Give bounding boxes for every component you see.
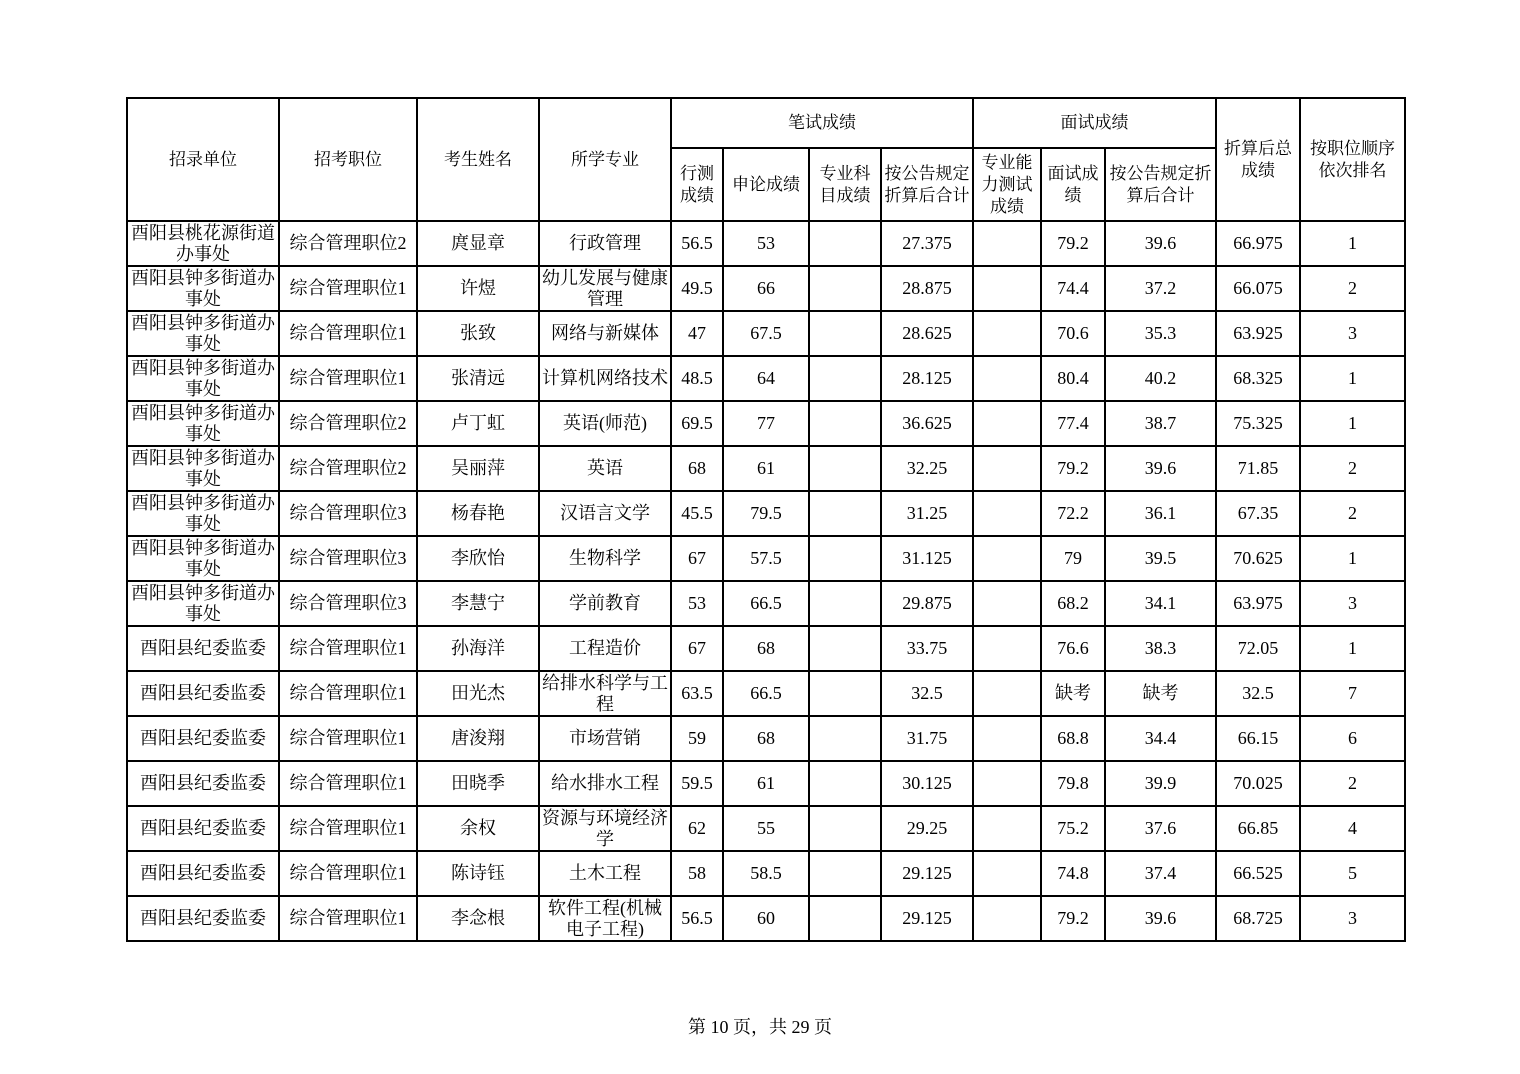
cell-total: 63.925 xyxy=(1216,311,1300,356)
cell-name: 唐浚翔 xyxy=(417,716,539,761)
cell-total: 68.325 xyxy=(1216,356,1300,401)
cell-shenlun: 61 xyxy=(723,761,809,806)
cell-major: 汉语言文学 xyxy=(539,491,671,536)
cell-name: 李念根 xyxy=(417,896,539,941)
cell-rank: 1 xyxy=(1300,626,1405,671)
cell-xingce: 59.5 xyxy=(671,761,723,806)
cell-zhuanye xyxy=(809,896,881,941)
header-interview-converted: 按公告规定折算后合计 xyxy=(1105,148,1216,221)
cell-interview: 74.8 xyxy=(1041,851,1105,896)
cell-xingce: 48.5 xyxy=(671,356,723,401)
cell-shenlun: 79.5 xyxy=(723,491,809,536)
cell-ability xyxy=(973,806,1041,851)
cell-interview: 缺考 xyxy=(1041,671,1105,716)
cell-xingce: 47 xyxy=(671,311,723,356)
cell-total: 75.325 xyxy=(1216,401,1300,446)
header-unit: 招录单位 xyxy=(127,98,279,221)
cell-ability xyxy=(973,851,1041,896)
cell-name: 孙海洋 xyxy=(417,626,539,671)
cell-interview: 68.8 xyxy=(1041,716,1105,761)
cell-shenlun: 55 xyxy=(723,806,809,851)
table-row xyxy=(127,356,1405,401)
cell-major: 生物科学 xyxy=(539,536,671,581)
cell-interview-conv: 37.6 xyxy=(1105,806,1216,851)
cell-major: 幼儿发展与健康管理 xyxy=(539,266,671,311)
cell-rank: 3 xyxy=(1300,896,1405,941)
cell-interview: 80.4 xyxy=(1041,356,1105,401)
cell-xingce: 59 xyxy=(671,716,723,761)
table-row xyxy=(127,311,1405,356)
cell-zhuanye xyxy=(809,851,881,896)
table-row xyxy=(127,716,1405,761)
cell-shenlun: 57.5 xyxy=(723,536,809,581)
cell-interview: 68.2 xyxy=(1041,581,1105,626)
cell-major: 市场营销 xyxy=(539,716,671,761)
cell-position: 综合管理职位1 xyxy=(279,761,417,806)
table-row xyxy=(127,536,1405,581)
cell-name: 陈诗钰 xyxy=(417,851,539,896)
cell-position: 综合管理职位3 xyxy=(279,536,417,581)
cell-written: 31.125 xyxy=(881,536,973,581)
cell-unit: 酉阳县纪委监委 xyxy=(127,851,279,896)
cell-name: 田晓季 xyxy=(417,761,539,806)
table-row xyxy=(127,581,1405,626)
cell-unit: 酉阳县钟多街道办事处 xyxy=(127,446,279,491)
cell-written: 29.875 xyxy=(881,581,973,626)
cell-rank: 2 xyxy=(1300,266,1405,311)
table-row xyxy=(127,626,1405,671)
cell-unit: 酉阳县钟多街道办事处 xyxy=(127,356,279,401)
cell-position: 综合管理职位1 xyxy=(279,311,417,356)
cell-position: 综合管理职位3 xyxy=(279,581,417,626)
cell-written: 27.375 xyxy=(881,221,973,266)
cell-position: 综合管理职位2 xyxy=(279,446,417,491)
cell-interview: 77.4 xyxy=(1041,401,1105,446)
table-row xyxy=(127,851,1405,896)
header-xingce: 行测成绩 xyxy=(671,148,723,221)
cell-total: 66.85 xyxy=(1216,806,1300,851)
cell-position: 综合管理职位1 xyxy=(279,671,417,716)
cell-major: 计算机网络技术 xyxy=(539,356,671,401)
cell-interview-conv: 35.3 xyxy=(1105,311,1216,356)
cell-written: 30.125 xyxy=(881,761,973,806)
cell-position: 综合管理职位3 xyxy=(279,491,417,536)
cell-position: 综合管理职位1 xyxy=(279,266,417,311)
cell-position: 综合管理职位2 xyxy=(279,221,417,266)
header-interview: 面试成绩 xyxy=(1041,148,1105,221)
cell-written: 32.5 xyxy=(881,671,973,716)
cell-major: 软件工程(机械电子工程) xyxy=(539,896,671,941)
cell-zhuanye xyxy=(809,446,881,491)
cell-zhuanye xyxy=(809,806,881,851)
cell-major: 土木工程 xyxy=(539,851,671,896)
cell-position: 综合管理职位2 xyxy=(279,401,417,446)
cell-zhuanye xyxy=(809,761,881,806)
table-row xyxy=(127,221,1405,266)
cell-zhuanye xyxy=(809,266,881,311)
cell-unit: 酉阳县纪委监委 xyxy=(127,626,279,671)
cell-written: 29.25 xyxy=(881,806,973,851)
cell-total: 66.075 xyxy=(1216,266,1300,311)
cell-zhuanye xyxy=(809,221,881,266)
cell-written: 28.875 xyxy=(881,266,973,311)
cell-shenlun: 66.5 xyxy=(723,581,809,626)
cell-interview: 79 xyxy=(1041,536,1105,581)
cell-xingce: 67 xyxy=(671,626,723,671)
cell-total: 66.525 xyxy=(1216,851,1300,896)
cell-xingce: 58 xyxy=(671,851,723,896)
cell-major: 英语(师范) xyxy=(539,401,671,446)
header-rank: 按职位顺序依次排名 xyxy=(1300,98,1405,221)
cell-rank: 1 xyxy=(1300,401,1405,446)
score-table xyxy=(126,97,1406,942)
cell-written: 31.25 xyxy=(881,491,973,536)
cell-zhuanye xyxy=(809,401,881,446)
cell-shenlun: 58.5 xyxy=(723,851,809,896)
header-zhuanye: 专业科目成绩 xyxy=(809,148,881,221)
cell-rank: 1 xyxy=(1300,536,1405,581)
table-row xyxy=(127,761,1405,806)
cell-xingce: 45.5 xyxy=(671,491,723,536)
cell-total: 32.5 xyxy=(1216,671,1300,716)
cell-unit: 酉阳县纪委监委 xyxy=(127,671,279,716)
cell-interview: 70.6 xyxy=(1041,311,1105,356)
cell-written: 32.25 xyxy=(881,446,973,491)
cell-ability xyxy=(973,266,1041,311)
cell-written: 31.75 xyxy=(881,716,973,761)
cell-interview: 79.2 xyxy=(1041,896,1105,941)
cell-position: 综合管理职位1 xyxy=(279,626,417,671)
cell-written: 28.625 xyxy=(881,311,973,356)
cell-interview-conv: 36.1 xyxy=(1105,491,1216,536)
cell-major: 给水排水工程 xyxy=(539,761,671,806)
table-row xyxy=(127,446,1405,491)
cell-unit: 酉阳县纪委监委 xyxy=(127,716,279,761)
cell-name: 许煜 xyxy=(417,266,539,311)
cell-total: 66.15 xyxy=(1216,716,1300,761)
cell-xingce: 49.5 xyxy=(671,266,723,311)
cell-interview-conv: 39.6 xyxy=(1105,896,1216,941)
cell-total: 67.35 xyxy=(1216,491,1300,536)
cell-interview-conv: 39.9 xyxy=(1105,761,1216,806)
header-written-group: 笔试成绩 xyxy=(671,98,973,148)
cell-major: 学前教育 xyxy=(539,581,671,626)
cell-rank: 2 xyxy=(1300,761,1405,806)
header-written-converted: 按公告规定折算后合计 xyxy=(881,148,973,221)
cell-interview-conv: 34.4 xyxy=(1105,716,1216,761)
cell-position: 综合管理职位1 xyxy=(279,851,417,896)
cell-interview-conv: 34.1 xyxy=(1105,581,1216,626)
cell-xingce: 56.5 xyxy=(671,896,723,941)
header-interview-group: 面试成绩 xyxy=(973,98,1216,148)
cell-total: 68.725 xyxy=(1216,896,1300,941)
cell-major: 网络与新媒体 xyxy=(539,311,671,356)
cell-shenlun: 64 xyxy=(723,356,809,401)
cell-zhuanye xyxy=(809,671,881,716)
cell-interview-conv: 39.5 xyxy=(1105,536,1216,581)
cell-unit: 酉阳县钟多街道办事处 xyxy=(127,536,279,581)
table-row xyxy=(127,401,1405,446)
cell-shenlun: 61 xyxy=(723,446,809,491)
cell-interview-conv: 37.4 xyxy=(1105,851,1216,896)
cell-name: 余权 xyxy=(417,806,539,851)
cell-ability xyxy=(973,356,1041,401)
cell-major: 给排水科学与工程 xyxy=(539,671,671,716)
header-ability: 专业能力测试成绩 xyxy=(973,148,1041,221)
cell-written: 33.75 xyxy=(881,626,973,671)
cell-shenlun: 68 xyxy=(723,716,809,761)
cell-interview: 75.2 xyxy=(1041,806,1105,851)
cell-interview-conv: 39.6 xyxy=(1105,446,1216,491)
cell-interview: 79.2 xyxy=(1041,221,1105,266)
cell-rank: 3 xyxy=(1300,311,1405,356)
cell-zhuanye xyxy=(809,626,881,671)
cell-ability xyxy=(973,896,1041,941)
cell-total: 66.975 xyxy=(1216,221,1300,266)
cell-unit: 酉阳县纪委监委 xyxy=(127,896,279,941)
cell-interview-conv: 缺考 xyxy=(1105,671,1216,716)
cell-ability xyxy=(973,716,1041,761)
cell-name: 张致 xyxy=(417,311,539,356)
cell-interview: 79.2 xyxy=(1041,446,1105,491)
table-row xyxy=(127,671,1405,716)
cell-written: 28.125 xyxy=(881,356,973,401)
cell-name: 田光杰 xyxy=(417,671,539,716)
cell-zhuanye xyxy=(809,491,881,536)
cell-name: 庹显章 xyxy=(417,221,539,266)
cell-xingce: 68 xyxy=(671,446,723,491)
cell-zhuanye xyxy=(809,356,881,401)
cell-shenlun: 60 xyxy=(723,896,809,941)
cell-zhuanye xyxy=(809,581,881,626)
cell-total: 70.025 xyxy=(1216,761,1300,806)
cell-total: 72.05 xyxy=(1216,626,1300,671)
cell-ability xyxy=(973,671,1041,716)
table-row xyxy=(127,266,1405,311)
cell-unit: 酉阳县钟多街道办事处 xyxy=(127,581,279,626)
header-position: 招考职位 xyxy=(279,98,417,221)
cell-rank: 5 xyxy=(1300,851,1405,896)
cell-ability xyxy=(973,311,1041,356)
cell-written: 36.625 xyxy=(881,401,973,446)
cell-position: 综合管理职位1 xyxy=(279,356,417,401)
cell-ability xyxy=(973,221,1041,266)
cell-xingce: 56.5 xyxy=(671,221,723,266)
cell-major: 资源与环境经济学 xyxy=(539,806,671,851)
cell-shenlun: 53 xyxy=(723,221,809,266)
cell-ability xyxy=(973,491,1041,536)
score-table-body xyxy=(127,221,1405,941)
cell-zhuanye xyxy=(809,716,881,761)
cell-unit: 酉阳县钟多街道办事处 xyxy=(127,266,279,311)
cell-total: 70.625 xyxy=(1216,536,1300,581)
cell-interview: 76.6 xyxy=(1041,626,1105,671)
cell-name: 张清远 xyxy=(417,356,539,401)
cell-unit: 酉阳县钟多街道办事处 xyxy=(127,401,279,446)
cell-shenlun: 77 xyxy=(723,401,809,446)
table-row xyxy=(127,491,1405,536)
cell-xingce: 69.5 xyxy=(671,401,723,446)
cell-interview-conv: 38.3 xyxy=(1105,626,1216,671)
cell-position: 综合管理职位1 xyxy=(279,896,417,941)
cell-rank: 1 xyxy=(1300,356,1405,401)
cell-zhuanye xyxy=(809,536,881,581)
cell-shenlun: 68 xyxy=(723,626,809,671)
cell-shenlun: 66 xyxy=(723,266,809,311)
cell-rank: 2 xyxy=(1300,446,1405,491)
cell-zhuanye xyxy=(809,311,881,356)
cell-shenlun: 67.5 xyxy=(723,311,809,356)
cell-ability xyxy=(973,581,1041,626)
cell-interview: 72.2 xyxy=(1041,491,1105,536)
cell-interview-conv: 38.7 xyxy=(1105,401,1216,446)
page-footer: 第 10 页，共 29 页 xyxy=(688,1017,832,1037)
cell-name: 吴丽萍 xyxy=(417,446,539,491)
cell-xingce: 62 xyxy=(671,806,723,851)
cell-name: 杨春艳 xyxy=(417,491,539,536)
table-row xyxy=(127,806,1405,851)
cell-rank: 4 xyxy=(1300,806,1405,851)
cell-interview-conv: 40.2 xyxy=(1105,356,1216,401)
cell-major: 英语 xyxy=(539,446,671,491)
header-name: 考生姓名 xyxy=(417,98,539,221)
cell-interview: 79.8 xyxy=(1041,761,1105,806)
header-major: 所学专业 xyxy=(539,98,671,221)
cell-interview: 74.4 xyxy=(1041,266,1105,311)
cell-xingce: 67 xyxy=(671,536,723,581)
cell-name: 李慧宁 xyxy=(417,581,539,626)
header-total: 折算后总成绩 xyxy=(1216,98,1300,221)
cell-unit: 酉阳县纪委监委 xyxy=(127,806,279,851)
cell-rank: 6 xyxy=(1300,716,1405,761)
cell-ability xyxy=(973,446,1041,491)
cell-major: 行政管理 xyxy=(539,221,671,266)
table-row xyxy=(127,896,1405,941)
cell-unit: 酉阳县纪委监委 xyxy=(127,761,279,806)
cell-unit: 酉阳县钟多街道办事处 xyxy=(127,491,279,536)
cell-written: 29.125 xyxy=(881,896,973,941)
cell-interview-conv: 37.2 xyxy=(1105,266,1216,311)
header-shenlun: 申论成绩 xyxy=(723,148,809,221)
cell-unit: 酉阳县钟多街道办事处 xyxy=(127,311,279,356)
cell-written: 29.125 xyxy=(881,851,973,896)
cell-xingce: 63.5 xyxy=(671,671,723,716)
cell-ability xyxy=(973,761,1041,806)
cell-position: 综合管理职位1 xyxy=(279,716,417,761)
cell-total: 63.975 xyxy=(1216,581,1300,626)
cell-rank: 7 xyxy=(1300,671,1405,716)
cell-ability xyxy=(973,536,1041,581)
cell-shenlun: 66.5 xyxy=(723,671,809,716)
cell-rank: 3 xyxy=(1300,581,1405,626)
cell-rank: 1 xyxy=(1300,221,1405,266)
cell-ability xyxy=(973,401,1041,446)
cell-major: 工程造价 xyxy=(539,626,671,671)
cell-xingce: 53 xyxy=(671,581,723,626)
cell-position: 综合管理职位1 xyxy=(279,806,417,851)
cell-interview-conv: 39.6 xyxy=(1105,221,1216,266)
cell-ability xyxy=(973,626,1041,671)
cell-rank: 2 xyxy=(1300,491,1405,536)
cell-name: 卢丁虹 xyxy=(417,401,539,446)
cell-total: 71.85 xyxy=(1216,446,1300,491)
cell-name: 李欣怡 xyxy=(417,536,539,581)
cell-unit: 酉阳县桃花源街道办事处 xyxy=(127,221,279,266)
